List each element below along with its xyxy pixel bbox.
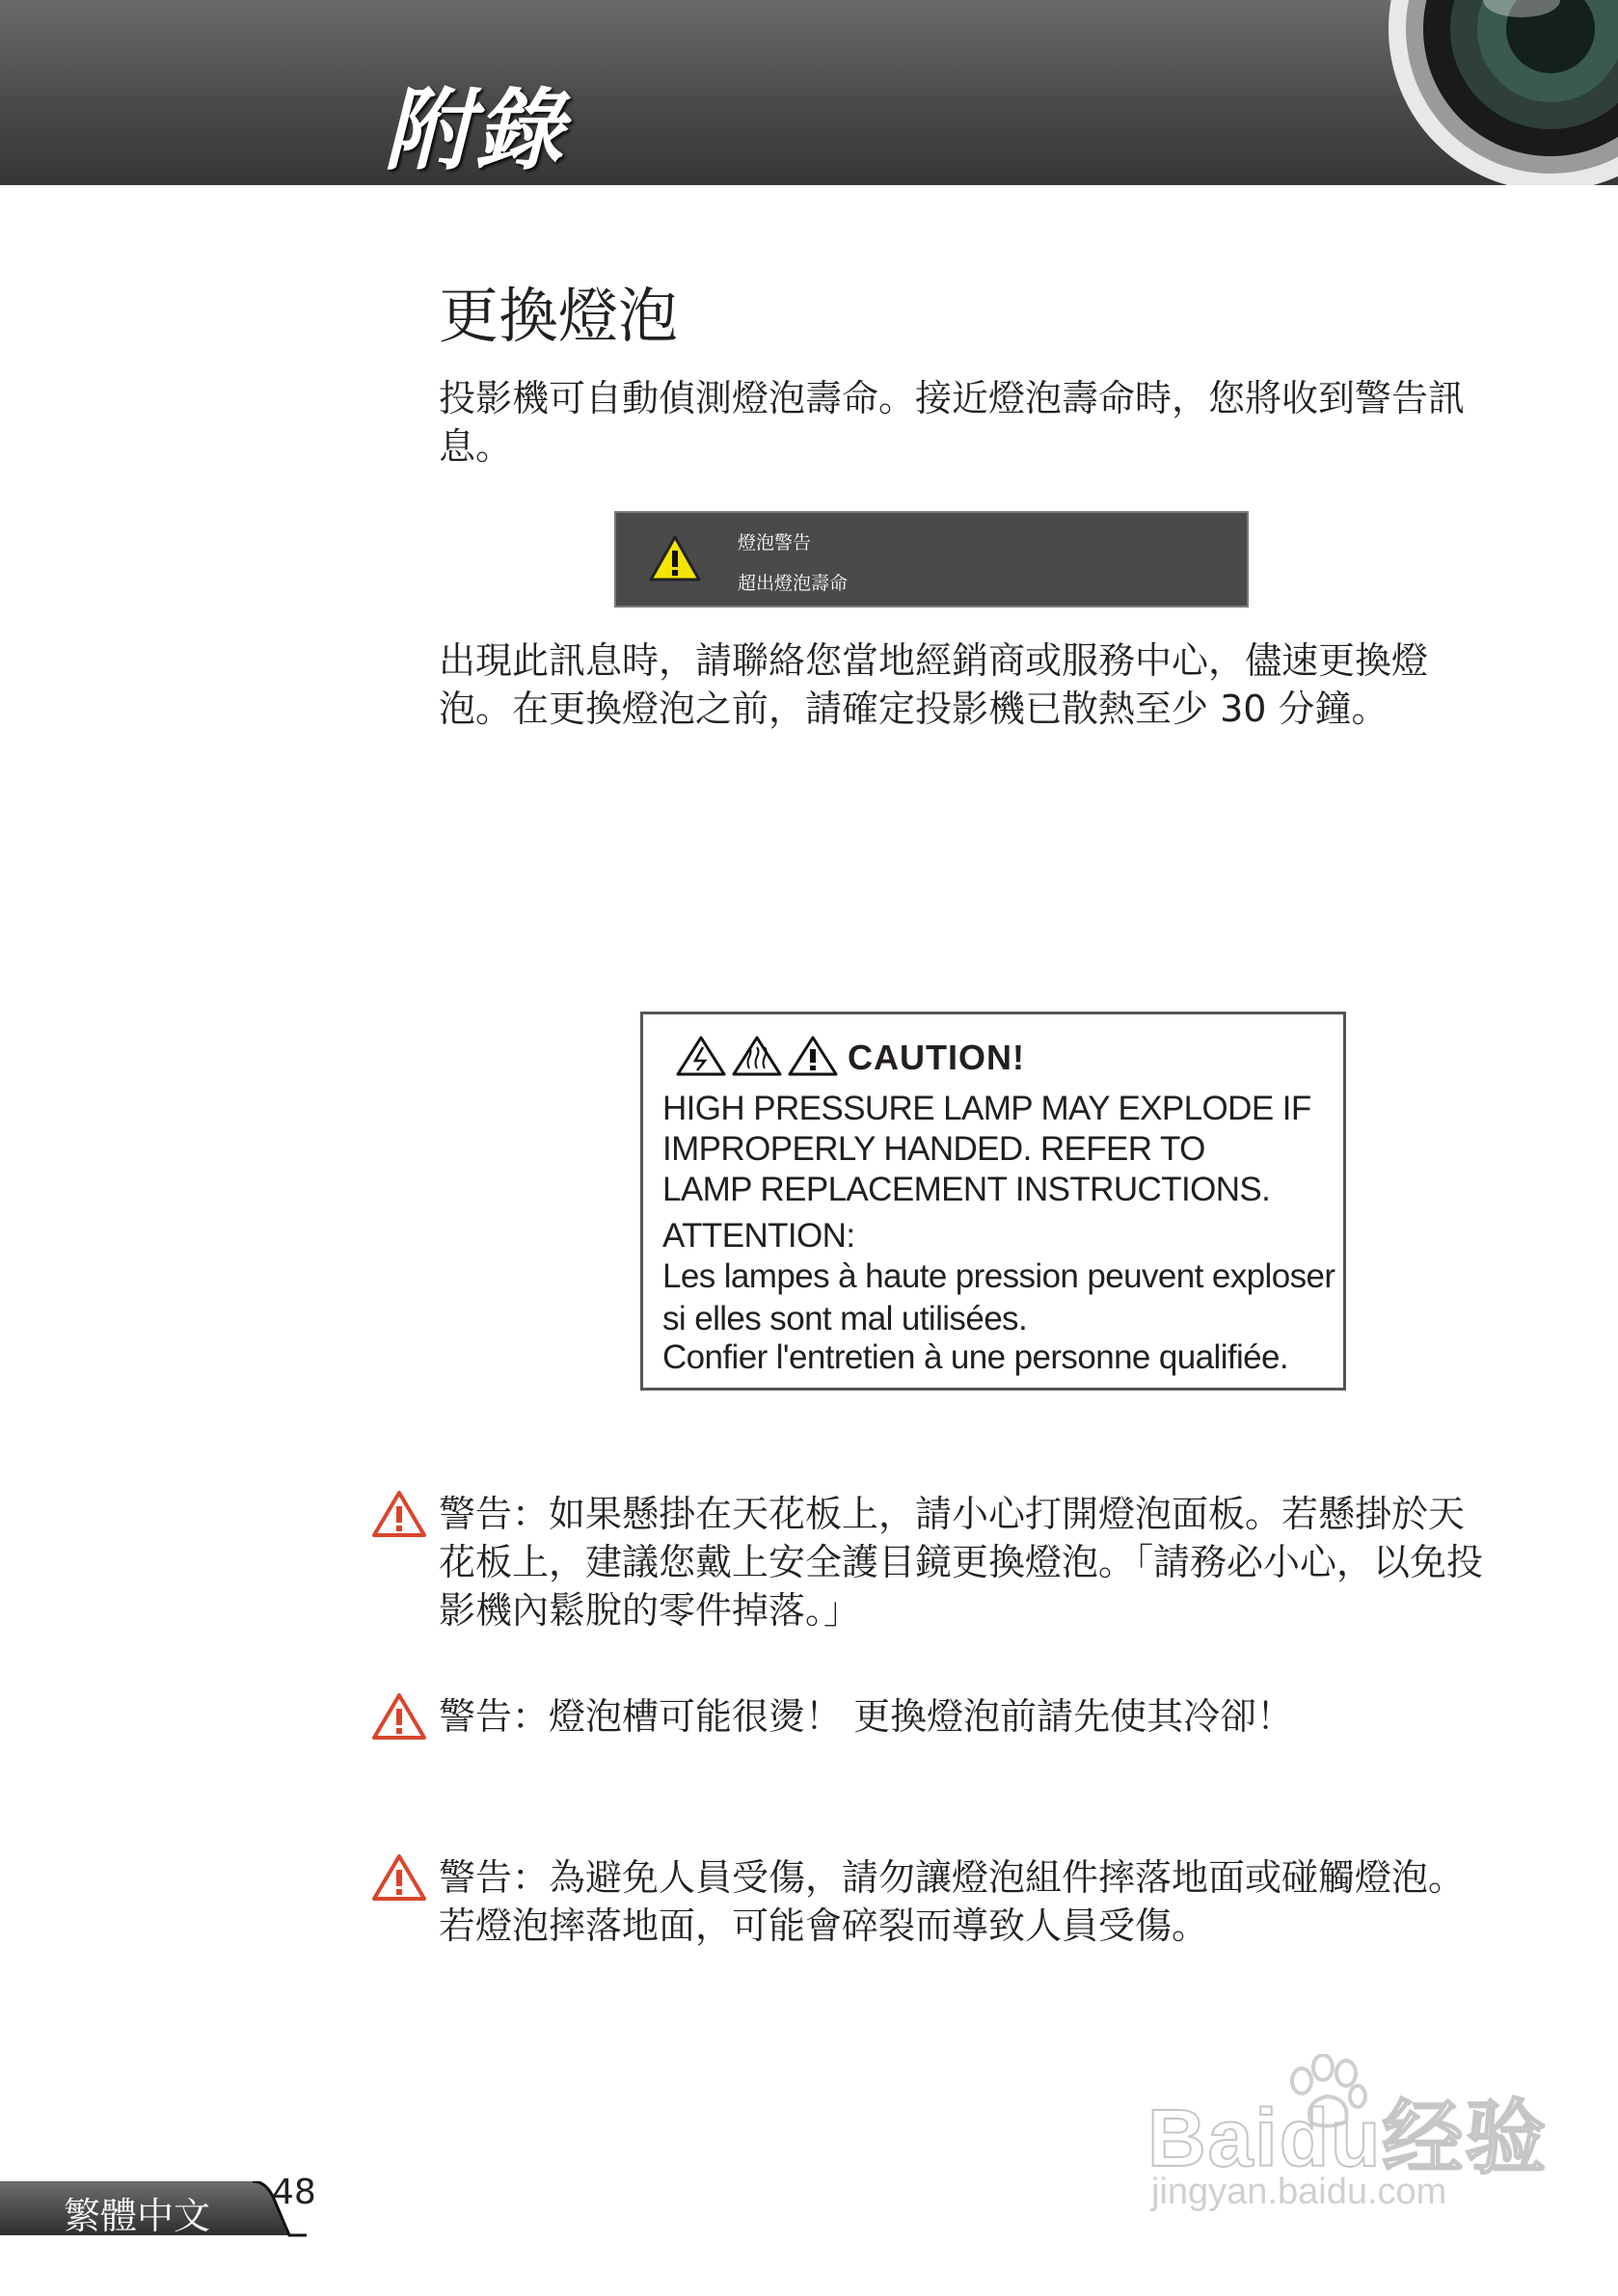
alert-body: 超出燈泡壽命 bbox=[738, 573, 849, 594]
page-number: 48 bbox=[272, 2173, 316, 2212]
watermark-url: jingyan.baidu.com bbox=[1151, 2172, 1447, 2212]
section-title: 更換燈泡 bbox=[439, 281, 679, 351]
caution-heading: CAUTION! bbox=[848, 1038, 1025, 1077]
header-banner bbox=[0, 0, 1618, 185]
intro-paragraph: 投影機可自動偵測燈泡壽命。接近燈泡壽命時，您將收到警告訊息。 bbox=[439, 377, 1466, 468]
caution-line: LAMP REPLACEMENT INSTRUCTIONS. bbox=[662, 1171, 1271, 1208]
warning-text: 警告：為避免人員受傷，請勿讓燈泡組件摔落地面或碰觸燈泡。若燈泡摔落地面，可能會碎裂而導致人員受傷。 bbox=[439, 1856, 1466, 1947]
caution-line: HIGH PRESSURE LAMP MAY EXPLODE IF bbox=[662, 1090, 1311, 1127]
caution-label bbox=[640, 1012, 1346, 1391]
caution-line: IMPROPERLY HANDED. REFER TO bbox=[662, 1130, 1205, 1168]
alert-title: 燈泡警告 bbox=[738, 532, 812, 554]
warning-triangle-icon bbox=[371, 1853, 427, 1902]
caution-line: si elles sont mal utilisées. bbox=[662, 1300, 1028, 1337]
warning-text: 警告：如果懸掛在天花板上，請小心打開燈泡面板。若懸掛於天花板上，建議您戴上安全護目鏡更換燈泡。「請務必小心，以免投影機內鬆脫的零件掉落。」 bbox=[439, 1493, 1484, 1632]
instruction-paragraph: 出現此訊息時，請聯絡您當地經銷商或服務中心，儘速更換燈泡。在更換燈泡之前，請確定投影機已散熱至少 30 分鐘。 bbox=[439, 639, 1429, 730]
watermark-brand: Baidu经验 bbox=[1147, 2093, 1549, 2183]
lamp-warning-message bbox=[614, 511, 1249, 608]
caution-line: ATTENTION: bbox=[662, 1217, 855, 1255]
footer-language: 繁體中文 bbox=[64, 2195, 211, 2237]
warning-triangle-icon bbox=[649, 534, 701, 582]
caution-line: Les lampes à haute pression peuvent exploser bbox=[662, 1257, 1335, 1295]
projector-lens-graphic bbox=[1367, 0, 1618, 185]
baidu-watermark bbox=[1147, 2054, 1591, 2228]
warning-triangle-icon bbox=[371, 1490, 427, 1538]
warning-triangle-icon bbox=[371, 1692, 427, 1741]
caution-symbols-icon bbox=[676, 1034, 838, 1078]
header-title: 附錄 bbox=[384, 79, 566, 182]
caution-line: Confier l'entretien à une personne qualifiée. bbox=[662, 1338, 1289, 1376]
warning-text: 警告：燈泡槽可能很燙！ 更換燈泡前請先使其冷卻！ bbox=[439, 1695, 1294, 1738]
